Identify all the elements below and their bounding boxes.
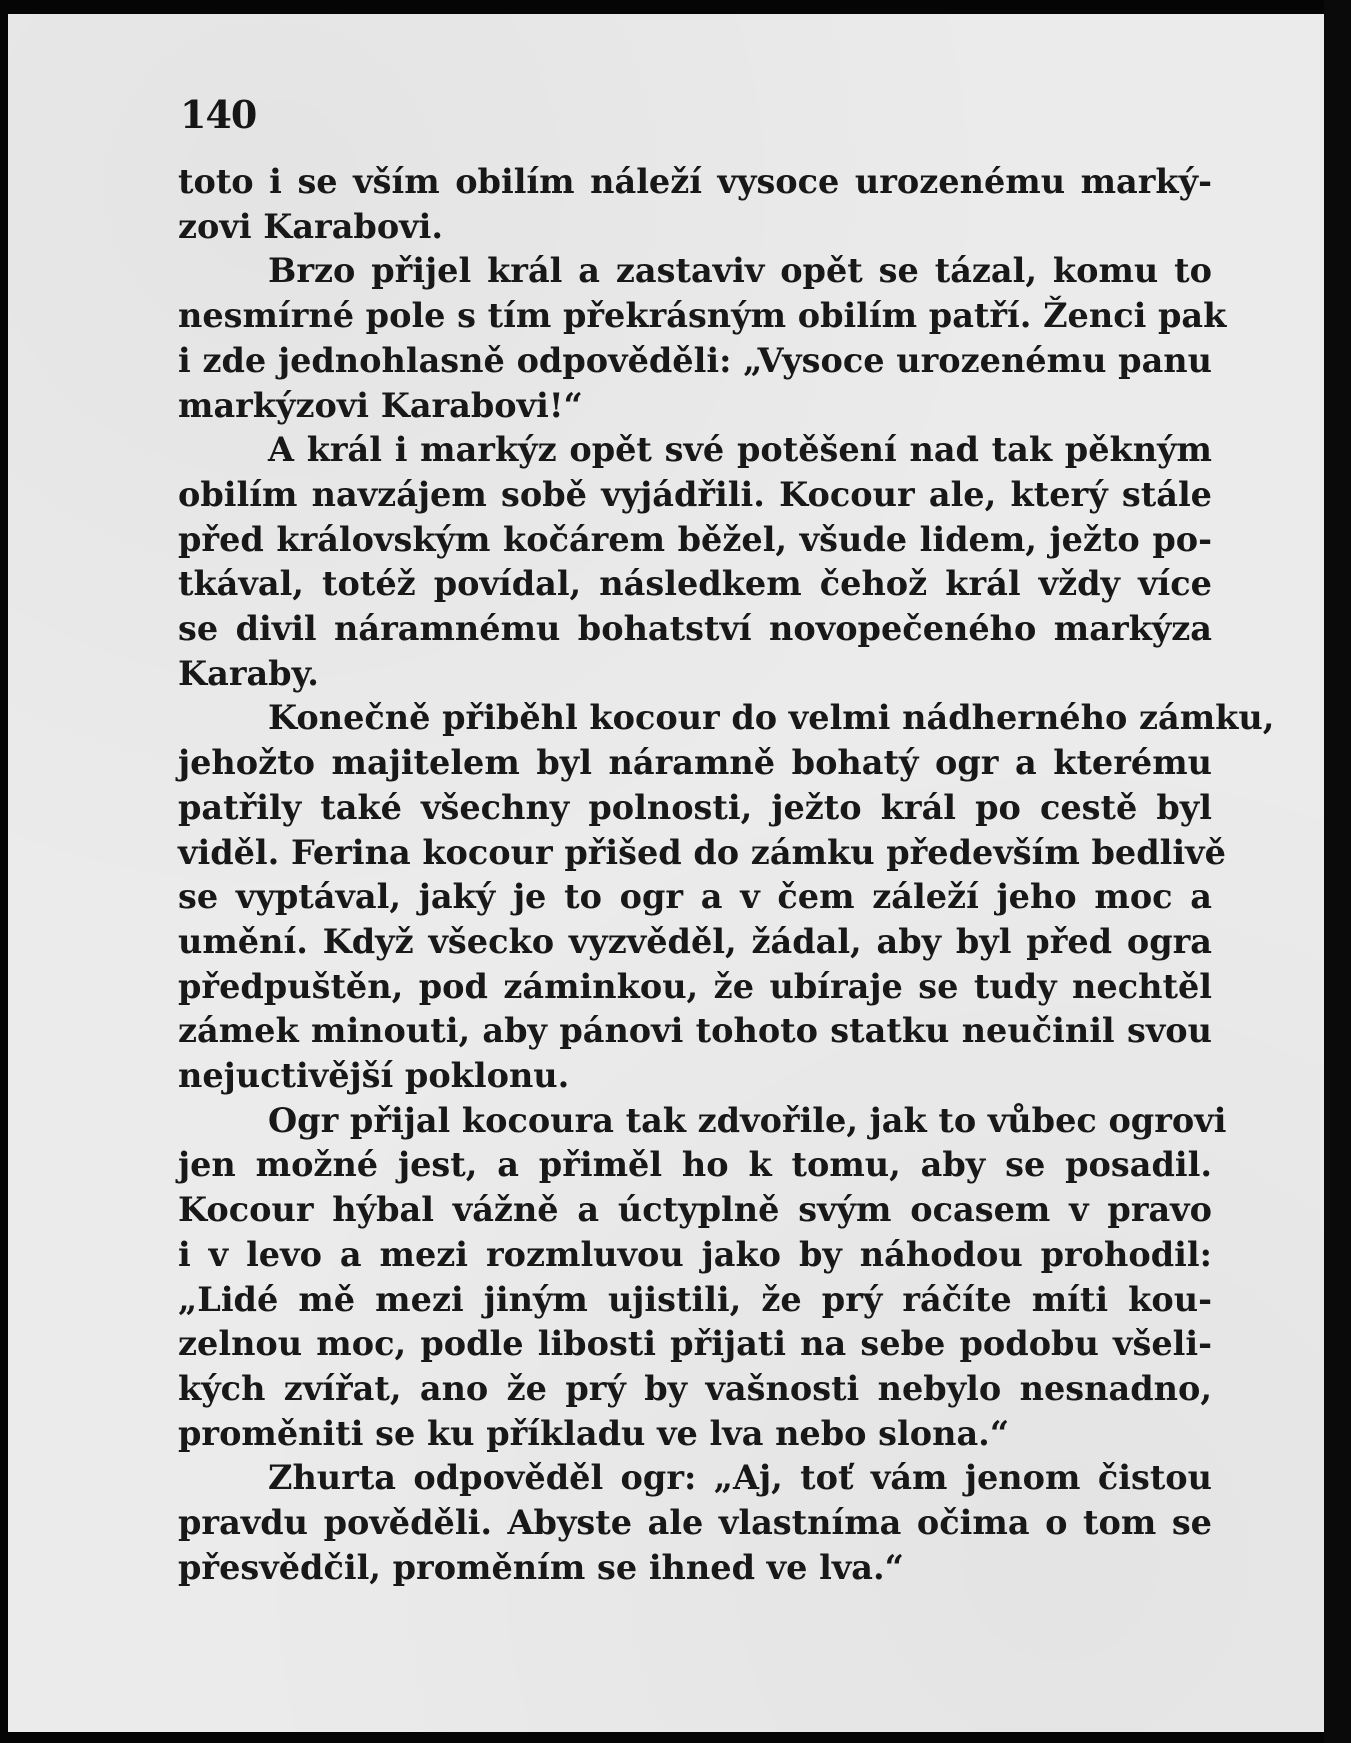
text-line: Kocour hýbal vážně a úctyplně svým ocasem v pravo xyxy=(178,1190,1212,1230)
text-line: tkával, totéž povídal, následkem čehož král vždy více xyxy=(178,564,1212,604)
body-text xyxy=(178,160,1275,1591)
text-line: proměniti se ku příkladu ve lva nebo slona.“ xyxy=(178,1413,1010,1453)
paragraph xyxy=(178,160,1212,249)
text-line: Brzo přijel král a zastaviv opět se tázal, komu to xyxy=(268,251,1212,291)
text-line: A král i markýz opět své potěšení nad tak pěkným xyxy=(268,430,1212,470)
paragraph xyxy=(178,249,1227,428)
paragraph xyxy=(178,1099,1227,1457)
text-line: zámek minouti, aby pánovi tohoto statku neučinil svou xyxy=(178,1011,1212,1051)
text-line: nejuctivější poklonu. xyxy=(178,1056,570,1096)
text-line: se vyptával, jaký je to ogr a v čem záleží jeho moc a xyxy=(178,877,1212,917)
text-line: se divil náramnému bohatství novopečeného markýza xyxy=(178,609,1212,649)
text-line: i v levo a mezi rozmluvou jako by náhodou prohodil: xyxy=(178,1234,1212,1274)
text-line: patřily také všechny polnosti, ježto král po cestě byl xyxy=(178,787,1212,827)
paragraph xyxy=(178,428,1212,696)
text-line: jehožto majitelem byl náramně bohatý ogr a kterému xyxy=(178,743,1212,783)
text-line: umění. Když všecko vyzvěděl, žádal, aby byl před ogra xyxy=(178,921,1212,961)
text-line: zovi Karabovi. xyxy=(178,206,444,246)
text-line: jen možné jest, a přiměl ho k tomu, aby se posadil. xyxy=(178,1145,1212,1185)
text-line: před královským kočárem běžel, všude lidem, ježto po- xyxy=(178,519,1212,559)
text-line: toto i se vším obilím náleží vysoce urozenému marký- xyxy=(178,162,1212,201)
text-line: Ogr přijal kocoura tak zdvořile, jak to vůbec ogrovi xyxy=(268,1100,1227,1140)
scan-border xyxy=(1324,0,1351,1743)
text-line: Zhurta odpověděl ogr: „Aj, toť vám jenom čistou xyxy=(268,1458,1212,1498)
text-line: viděl. Ferina kocour přišed do zámku především bedlivě xyxy=(178,832,1226,872)
paragraph xyxy=(178,696,1275,1098)
text-line: i zde jednohlasně odpověděli: „Vysoce urozenému panu xyxy=(178,340,1212,380)
text-line: Konečně přiběhl kocour do velmi nádherného zámku, xyxy=(268,698,1275,738)
text-line: obilím navzájem sobě vyjádřili. Kocour ale, který stále xyxy=(178,474,1212,514)
text-line: pravdu pověděli. Abyste ale vlastníma očima o tom se xyxy=(178,1503,1212,1543)
text-line: kých zvířat, ano že prý by vašnosti nebylo nesnadno, xyxy=(178,1368,1212,1408)
text-line: přesvědčil, proměním se ihned ve lva.“ xyxy=(178,1547,904,1587)
text-line: „Lidé mě mezi jiným ujistili, že prý ráčíte míti kou- xyxy=(178,1279,1212,1319)
text-line: Karaby. xyxy=(178,653,319,693)
text-line: markýzovi Karabovi!“ xyxy=(178,385,583,425)
text-line: předpuštěn, pod záminkou, že ubíraje se tudy nechtěl xyxy=(178,966,1212,1006)
page-number: 140 xyxy=(180,92,257,137)
text-line: zelnou moc, podle libosti přijati na sebe podobu všeli- xyxy=(178,1324,1212,1364)
text-line: nesmírné pole s tím překrásným obilím patří. Ženci pak xyxy=(178,296,1227,336)
paragraph xyxy=(178,1456,1212,1590)
